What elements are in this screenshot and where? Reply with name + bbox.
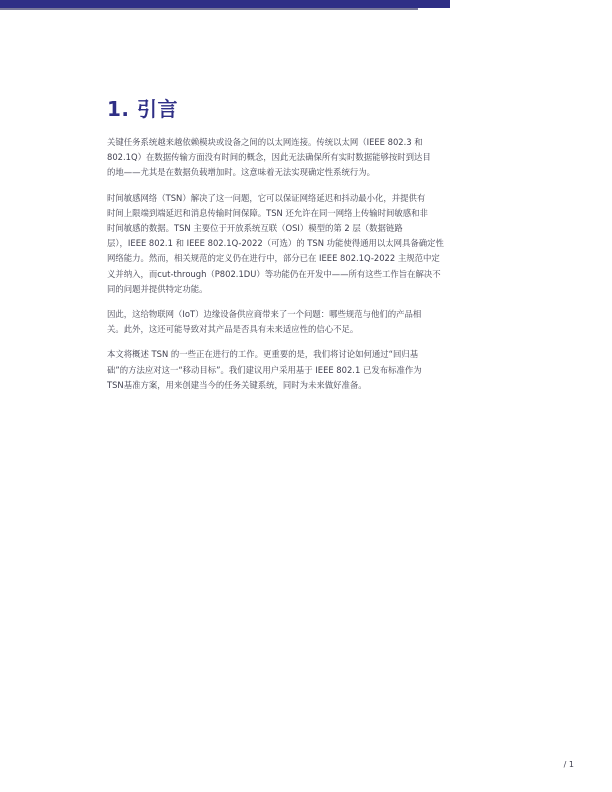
header-bar [0,0,450,8]
paragraph-iot: 因此，这给物联网（IoT）边缘设备供应商带来了一个问题：哪些规范与他们的产品相 关。此外，这还可能导致对其产品是否具有未来适应性的信心不足。 [107,309,422,335]
page-number: / 1 [563,760,574,769]
section-title: 1. 引言 [107,97,178,121]
section-body [107,135,502,403]
header-bar-accent [0,8,418,10]
paragraph-intro: 关键任务系统越来越依赖模块或设备之间的以太网连接。传统以太网（IEEE 802.3 和 802.1Q）在数据传输方面没有时间的概念，因此无法确保所有实时数据能够按时到达目 的地——尤其是在数据负载增加时。这意味着无法实现确定性系统行为。 [107,137,431,178]
paragraph-tsn: 时间敏感网络（TSN）解决了这一问题，它可以保证网络延迟和抖动最小化，并提供有 时间上限端到端延迟和消息传输时间保障。TSN 还允许在同一网络上传输时间敏感和非 时间敏感的数据。TSN 主要位于开放系统互联（OSI）模型的第 2 层（数据链路 层），IEEE 802.1 和 IEEE 802.1Q-2022（可选）的 TSN 功能使得通用以太网具备确定性 网络能力。然而，相关规范的定义仍在进行中，部分已在 IEEE 802.1Q-2022 主规范中定 义并纳入，而cut-through（P802.1DU）等功能仍在开发中——所有这些工作旨在解决不 同的问题并提供特定功能。 [107,192,444,294]
paragraph-overview: 本文将概述 TSN 的一些正在进行的工作。更重要的是，我们将讨论如何通过“回归基 础”的方法应对这一“移动目标”。我们建议用户采用基于 IEEE 802.1 已发布标准作为 TSN基准方案，用来创建当今的任务关键系统，同时为未来做好准备。 [107,349,422,390]
